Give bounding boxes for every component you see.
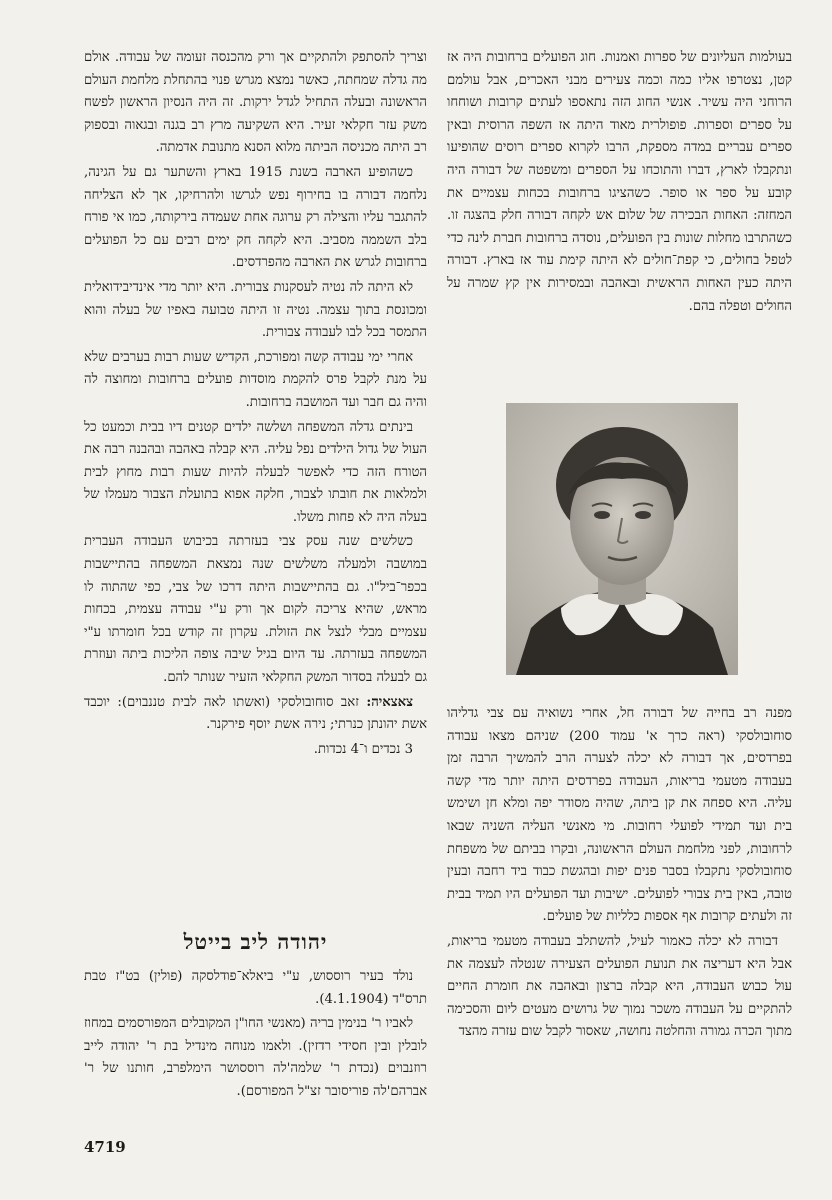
right-column — [447, 47, 792, 320]
entry-paragraph-1: נולד בעיר רוססוש, ע"י ביאלא־פודלסקה (פולין) בט"ז טבת תרס"ד (4.1.1904). — [84, 969, 427, 1007]
descendants-label: צאצאיה: — [366, 694, 413, 710]
left-column-paragraph-1: וצריך להסתפק ולהתקיים אך ורק מהכנסה זעומה של עבודה. אולם מה גדלה שמחתה, כאשר נמצא מגרש פנוי בהתחלת מלחמת העולם הראשונה ובעלה התחיל לגדל ירקות. זה היה הנסיון הראשון לפשח משק עזר חקלאי זעיר. היא השקיעה מרץ רב בגנה ובגאוה ובספוק רב היתה מכניסה הביתה מלוא הסנא מתנובת אדמתה. — [84, 50, 427, 156]
entry-title: יהודה ליב בייטל — [183, 929, 328, 954]
left-column-paragraph-5: בינתים גדלה המשפחה ושלשה ילדים קטנים דיו בבית וכמעט כל העול של גדול הילדים נפל עליה. היא קבלה באהבה ובהבנה רבה את הטורח הזה כדי לאפשר לבעלה להיות שעות רבות מחוץ לבית ולמלאות את חובתו לצבור, חלקה אפוא בתועלת הצבור מעמלו של בעלה היה לא פחות משלו. — [84, 419, 427, 525]
left-column — [84, 47, 427, 763]
descendants-text: זאב סוחובולסקי (ואשתו לאה לבית טננבוים): יוכבד אשת יהונתן כנרתי; נירה אשת יוסף פירקנר. — [84, 694, 427, 733]
caption-paragraph-2: דבורה לא יכלה כאמור לעיל, להשתלב בעבודה מטעמי בריאות, אבל היא דעריצה את תנועת הפועלים הצעירה שנטלה לעצמה את עול כבוש העבודה, היא קבלה ברצון ובאהבה את חומרת החיים להתקיים על העבודה משכר נמוך של גרושים מעטים ליום והסכימה מתוך הכרה גמורה והחלטה נחושה, שאסור לקבל שום עזרה מהצד — [447, 933, 792, 1040]
descendants-paragraph — [84, 692, 427, 737]
right-column-paragraph-1: בעולמות העליונים של ספרות ואמנות. חוג הפועלים ברחובות היה אז קטן, נצטרפו אליו כמה וכמה צעירים מבני האכרים, אבל עולמם הרוחני היה עשיר. אנשי החוג הזה נתאספו לעתים קרובות ושוחחו על ספרים וספרות. פופולרית מאוד היתה אז השפה הרוסית ובאין ספרים עבריים במדה מספקת, הרבו לקרוא ספרים רוסים שהופיעו ונתקבלו לארץ, דברו והתוכחו על הספרים ומשפטה של דבורה היה קובע על ספר או סופר. כשהציגו ברחובות בכחות עצמיים את המחזה: האחות הבכירה של שלום אש לקחה דבורה חלק בהצגה זו. כשהתרבו מחלות שונות בין הפועלים, נוסדה ברחובות חברת לינה כדי לטפל בחולים, כי קפת־חולים לא היתה קימת עוד אז בארץ. דבורה היתה כעין האחות הראשית ובאהבה ובמסירות אין קץ שמרה על החולים וטפלה בהם. — [447, 50, 792, 314]
entry-body — [84, 966, 427, 1106]
caption-column — [447, 703, 792, 1046]
caption-paragraph-1: מפנה רב בחייה של דבורה חל, אחרי נשואיה עם צבי גדליהו סוחובולסקי (ראה כרך א' עמוד 200) שניהם מצאו עבודה בפרדסים, אך דבורה לא יכלה לצערה הרב להמשיך הרבה זמן בעבודה מטעמי בריאות, העבודה בפרדסים היתה יותר מדי קשה עליה. היא ספחה את קן ביתה, שהיה מסודר יפה ומלא חן ושימש בית ועד תמידי לפועלי רחובות. מי מאנשי העליה השניה שבאו לרחובות, לפני מלחמת העולם הראשונה, ובקרו בביתם של משפחת סוחובולסקי נתקבלו בסבר פנים יפות ובהגשת כבוד ביד רחבה ובעין טובה, באין בית צבורי לפועלים. ישיבות ועד הפועלים היו תמיד בבית זה ולעתים קרובות אף אספות כלליות של פועלים. — [447, 706, 792, 925]
portrait-photo — [506, 403, 738, 675]
portrait-image — [506, 403, 738, 675]
left-column-paragraph-6: כשלשים שנה עסק צבי בעזרתה בכיבוש העבודה העברית במושבה ולמעלה משלשים שנה נמצאת המשפחה בהתיישבות בכפר־ביל"ו. גם בהתיישבות היתה דרכו של צבי, כפי שהתוה לו מראש, שהיא צריכה לקום אך ורק ע"י עבודה עצמית, בכחות עצמיים מבלי לנצל את הזולת. עקרון זה קודש בכל חומרתו ע"י המשפחה בעזרתה. עד היום בגיל שיבה צופה הליכות ביתה ועוזרת גם לבעלה בסדור המשק החקלאי הזעיר שנותר להם. — [84, 534, 427, 686]
entry-paragraph-2: לאביו ר' בנימין בריה (מאנשי החו"ן המקובלים המפורסמים במחוז לובלין ובין חסידי רדזין). ולאמו מנוחה מינדיל בת ר' יהודה לייב רוזנבוים (נכדת ר' שלמה'לה רוססושר הימלפרב, חותנו של ר' אברהם'לה פוריסובר זצ"ל המפורסם). — [84, 1016, 427, 1099]
left-column-paragraph-2: כשהופיע הארבה בשנת 1915 בארץ והשתער גם על הגינה, נלחמה דבורה בו בחירוף נפש לגרשו ולהרחיקו, אך לא הצליחה להתגבר עליו והצילה רק ערוגה אחת שעמדה בירקותה, כמו אי פורח בלב השממה מסביב. היא לקחה חק ימים רבים עם כל הפועלים ברחובות לגרש את הארבה מהפרדסים. — [84, 164, 427, 271]
left-column-paragraph-3: לא היתה לה נטיה לעסקנות צבורית. היא יותר מדי אינדיבידואלית ומכונסת בתוך עצמה. נטיה זו היתה טבועה באפיו של בעלה והוא התמסר בכל לבו לעבודה צבורית. — [84, 279, 427, 341]
left-column-paragraph-4: אחרי ימי עבודה קשה ומפורכת, הקדיש שעות רבות בערבים שלא על מנת לקבל פרס להקמת מוסדות פועלים ברחובות ומחוצה לה והיה גם חבר ועד המושבה ברחובות. — [84, 349, 427, 410]
page-number: 4719 — [84, 1138, 126, 1156]
grandchildren-line: 3 נכדים ו־4 נכדות. — [313, 741, 413, 757]
